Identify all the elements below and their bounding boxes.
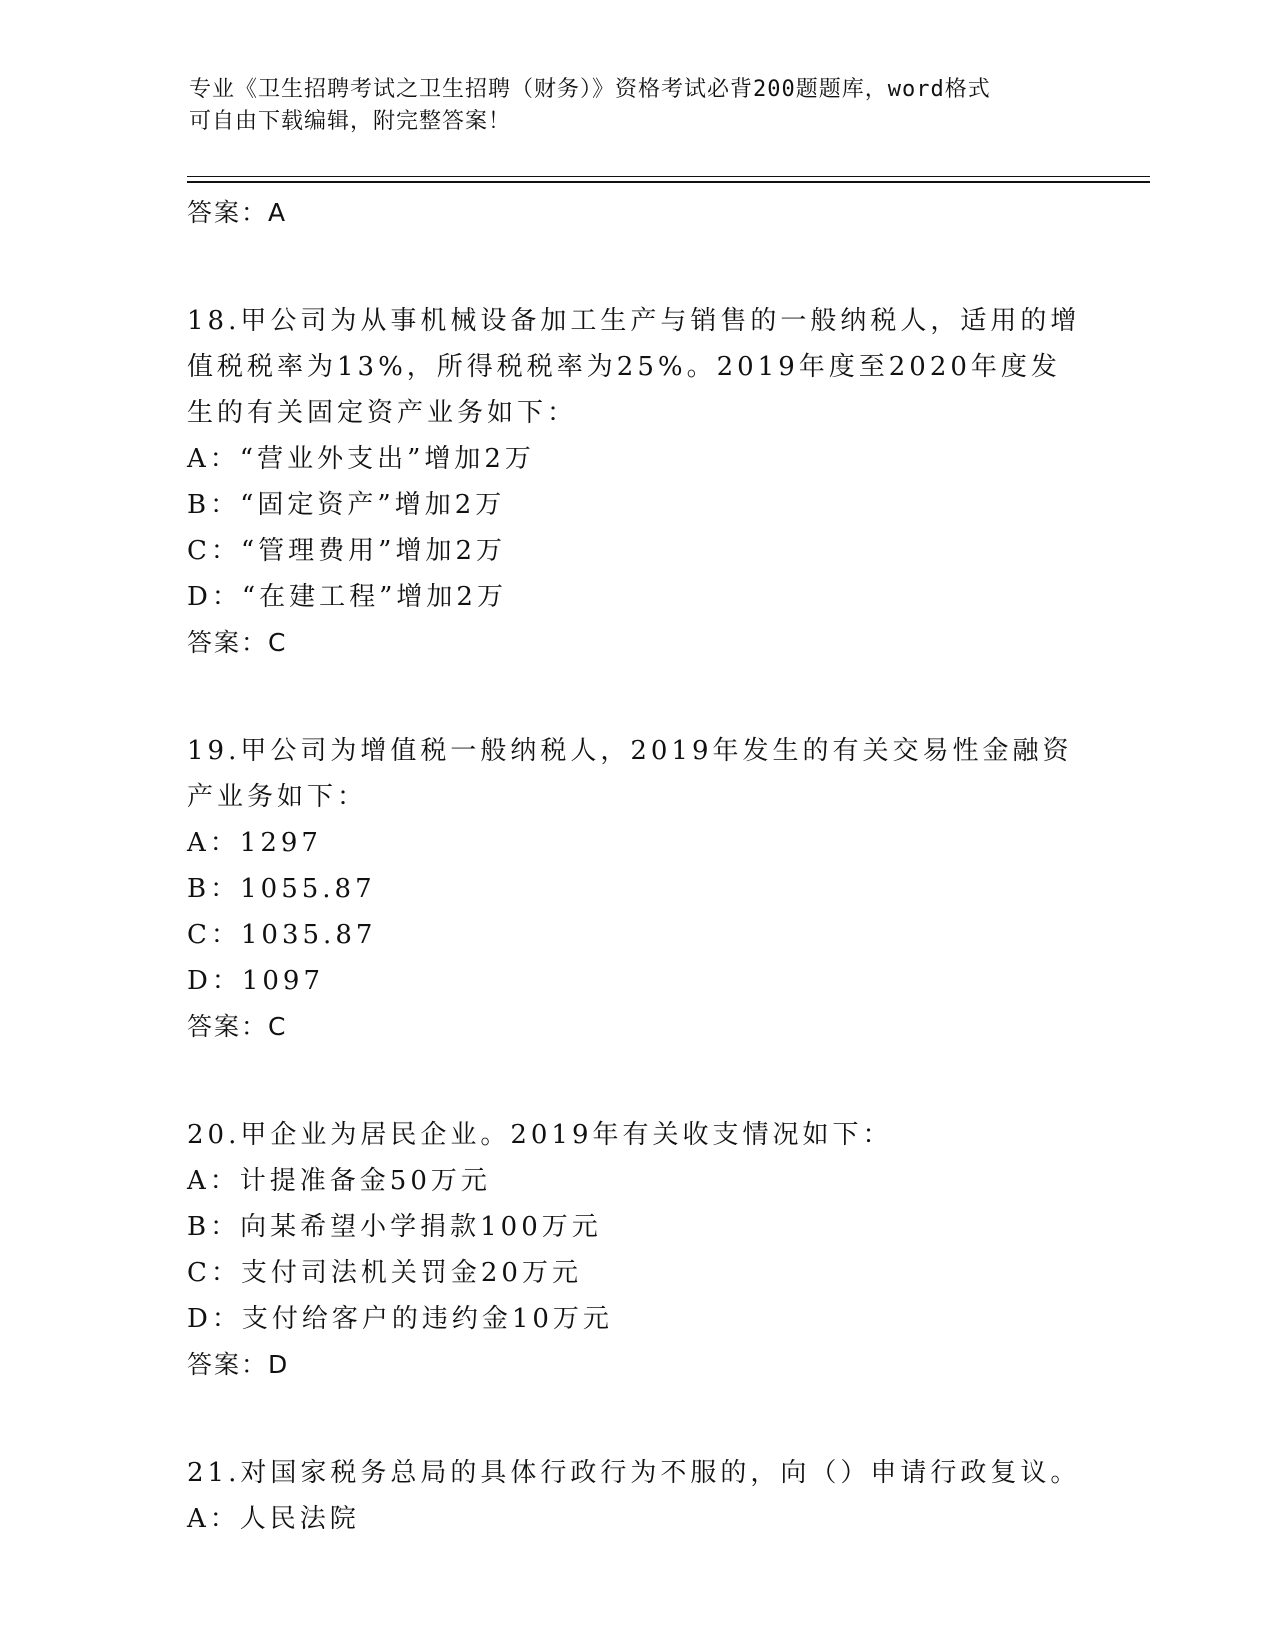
document-header <box>189 74 1069 138</box>
option-c: C：支付司法机关罚金20万元 <box>187 1258 582 1288</box>
option-b: B：向某希望小学捐款100万元 <box>187 1212 602 1242</box>
answer-line: 答案：D <box>187 1350 290 1379</box>
option-a: A：1297 <box>187 828 322 858</box>
option-c: C：“管理费用”增加2万 <box>187 536 507 566</box>
option-b: B：“固定资产”增加2万 <box>187 490 506 520</box>
question-block <box>187 1112 1087 1388</box>
question-text: 20.甲企业为居民企业。2019年有关收支情况如下： <box>187 1120 893 1150</box>
answer-line: 答案：C <box>187 628 288 657</box>
question-block <box>187 728 1087 1050</box>
option-d: D：支付给客户的违约金10万元 <box>187 1304 613 1334</box>
answer-line: 答案：A <box>187 198 288 227</box>
answer-line: 答案：C <box>187 1012 288 1041</box>
header-line-2: 可自由下载编辑，附完整答案！ <box>189 109 512 134</box>
header-divider-thick <box>187 181 1150 183</box>
option-b: B：1055.87 <box>187 874 376 904</box>
question-list <box>187 190 1087 1542</box>
option-c: C：1035.87 <box>187 920 377 950</box>
question-block <box>187 298 1087 666</box>
option-d: D：1097 <box>187 966 325 996</box>
question-text: 18.甲公司为从事机械设备加工生产与销售的一般纳税人，适用的增值税税率为13%，所得税税率为25%。2019年度至2020年度发生的有关固定资产业务如下： <box>187 306 1081 428</box>
question-block <box>187 1450 1087 1542</box>
option-d: D：“在建工程”增加2万 <box>187 582 507 612</box>
header-line-1: 专业《卫生招聘考试之卫生招聘（财务）》资格考试必背200题题库，word格式 <box>189 77 991 102</box>
option-a: A：计提准备金50万元 <box>187 1166 491 1196</box>
option-a: A：“营业外支出”增加2万 <box>187 444 535 474</box>
question-text: 19.甲公司为增值税一般纳税人，2019年发生的有关交易性金融资产业务如下： <box>187 736 1073 812</box>
header-divider-thin <box>187 176 1150 177</box>
question-text: 21.对国家税务总局的具体行政行为不服的，向（）申请行政复议。 <box>187 1458 1081 1488</box>
option-a: A：人民法院 <box>187 1504 360 1534</box>
